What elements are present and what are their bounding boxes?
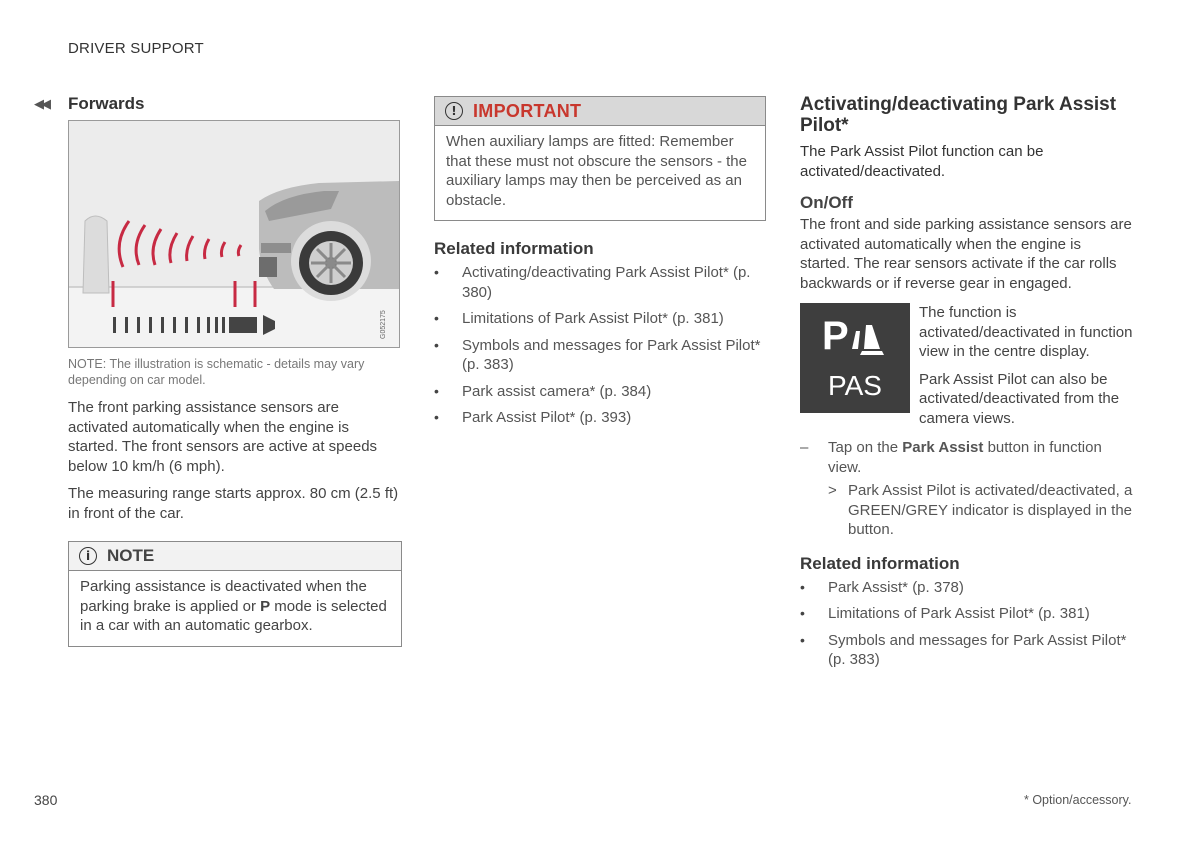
pas-symbol xyxy=(800,303,910,413)
pas-label: PAS xyxy=(828,370,882,401)
related-link[interactable]: • Symbols and messages for Park Assist Pilot* (p. 383) xyxy=(800,631,1134,670)
important-text: When auxiliary lamps are fitted: Remember that these must not obscure the sensors - the auxiliary lamps may then be perceived as an obstacle. xyxy=(446,133,747,209)
note-label: NOTE xyxy=(107,546,155,565)
note-header xyxy=(69,542,401,571)
note-box xyxy=(68,541,402,647)
footnote: * Option/accessory. xyxy=(1024,793,1132,807)
forwards-heading: Forwards xyxy=(68,94,145,113)
sensor-diagram xyxy=(69,121,399,347)
step-dash: – xyxy=(800,439,809,456)
result-marker: > xyxy=(828,482,837,499)
important-label: IMPORTANT xyxy=(473,100,582,121)
note-text-bold: P xyxy=(260,597,271,615)
related-link[interactable]: • Activating/deactivating Park Assist Pilot* (p. 380) xyxy=(434,263,766,302)
related-link[interactable]: • Park Assist Pilot* (p. 393) xyxy=(434,408,766,428)
note-text-part: mode is selected in a car with an automatic gearbox. xyxy=(80,597,387,634)
warning-icon: ! xyxy=(445,102,463,120)
tap-step xyxy=(800,438,1134,477)
related-info-heading: Related information xyxy=(434,239,594,258)
related-info-heading-right: Related information xyxy=(800,553,960,573)
page-number: 380 xyxy=(34,792,58,808)
result-text: Park Assist Pilot is activated/deactivated, a GREEN/GREY indicator is displayed in the button. xyxy=(848,482,1133,538)
figure-code: G052175 xyxy=(380,310,387,339)
related-info-list xyxy=(434,263,766,428)
section-title: DRIVER SUPPORT xyxy=(68,40,204,57)
middle-column xyxy=(434,96,766,435)
figure-caption: NOTE: The illustration is schematic - details may vary depending on car model. xyxy=(68,357,365,387)
info-icon: i xyxy=(79,547,97,565)
step-result xyxy=(800,481,1134,540)
on-off-heading: On/Off xyxy=(800,193,853,212)
related-link[interactable]: • Park assist camera* (p. 384) xyxy=(434,382,766,402)
note-text-part: Parking assistance is deactivated when the parking brake is applied or xyxy=(80,578,367,615)
step-text: Tap on the xyxy=(828,439,903,456)
park-assist-button-label: Park Assist xyxy=(902,439,984,456)
measuring-range-paragraph: The measuring range starts approx. 80 cm (2.5 ft) in front of the car. xyxy=(68,485,399,522)
back-arrows-icon[interactable]: ◀◀ xyxy=(34,96,48,111)
related-link[interactable]: • Symbols and messages for Park Assist Pilot* (p. 383) xyxy=(434,336,766,375)
related-info-list-right xyxy=(800,578,1134,670)
related-link[interactable]: • Limitations of Park Assist Pilot* (p. 381) xyxy=(800,604,1134,624)
step-text: button in function view. xyxy=(828,439,1102,476)
function-view-text: The function is activated/deactivated in function view in the centre display. xyxy=(919,304,1133,360)
important-header xyxy=(435,97,765,126)
camera-view-text: Park Assist Pilot can also be activated/deactivated from the camera views. xyxy=(919,370,1120,427)
activation-title: Activating/deactivating Park Assist Pilot* xyxy=(800,94,1117,136)
pas-section xyxy=(800,303,1134,428)
on-off-text: The front and side parking assistance sensors are activated automatically when the engine is started. The rear sensors activate if the car rolls backwards or if reverse gear in engaged. xyxy=(800,216,1132,292)
left-column xyxy=(34,94,402,647)
right-column xyxy=(800,94,1134,677)
parking-sensor-illustration xyxy=(68,120,400,348)
related-link[interactable]: • Limitations of Park Assist Pilot* (p. 381) xyxy=(434,309,766,329)
important-box xyxy=(434,96,766,221)
pas-p-symbol: P xyxy=(822,314,849,358)
front-sensors-paragraph: The front parking assistance sensors are activated automatically when the engine is started. The front sensors are active at speeds below 10 km/h (6 mph). xyxy=(68,399,378,475)
park-assist-icon xyxy=(800,303,910,413)
related-link[interactable]: • Park Assist* (p. 378) xyxy=(800,578,1134,598)
note-text xyxy=(69,571,401,646)
pas-description xyxy=(919,303,1134,428)
activation-intro: The Park Assist Pilot function can be activated/deactivated. xyxy=(800,143,1044,180)
